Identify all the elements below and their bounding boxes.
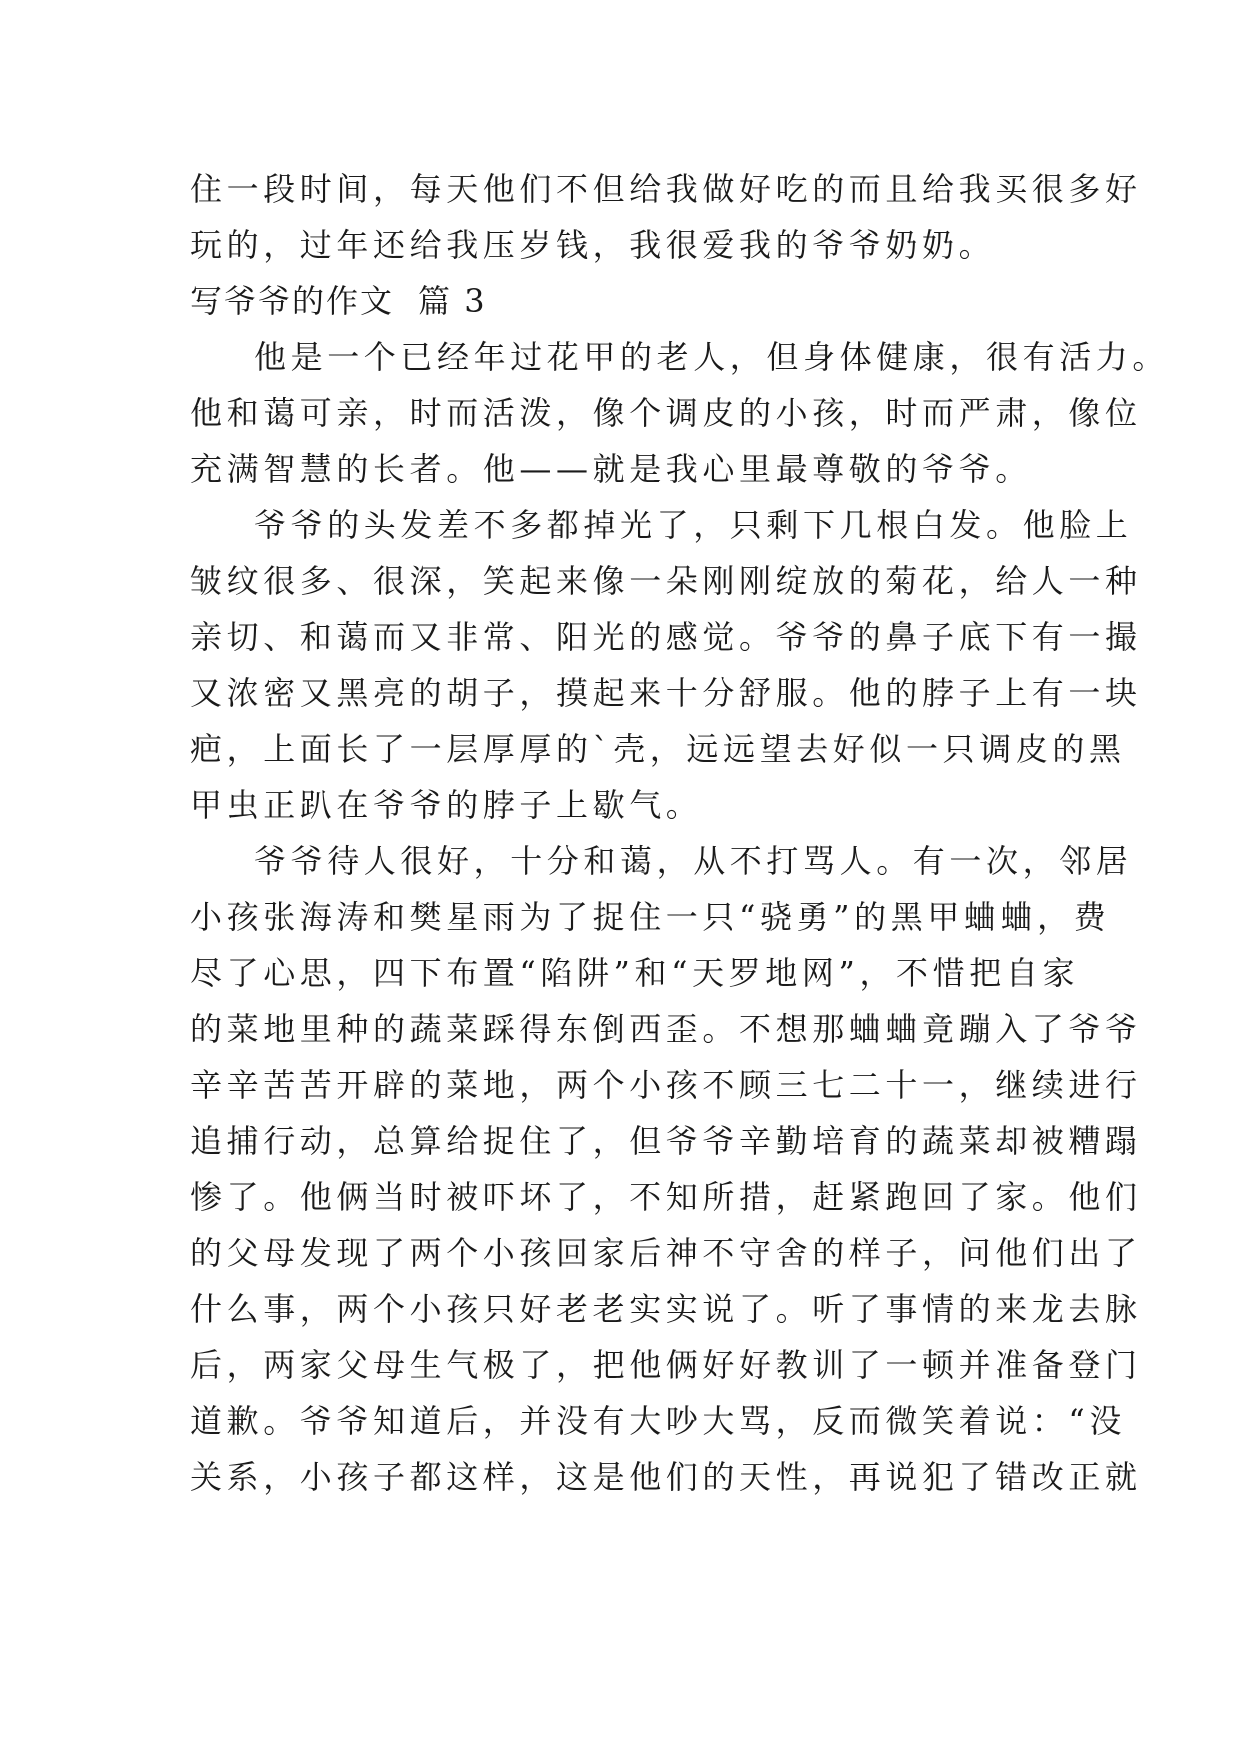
paragraph-3: [190, 833, 1142, 1505]
heading-section-number: 篇 3: [418, 282, 487, 320]
text-line: 他和蔼可亲，时而活泼，像个调皮的小孩，时而严肃，像位: [190, 394, 1142, 432]
text-line: 他是一个已经年过花甲的老人，但身体健康，很有活力。: [254, 338, 1170, 376]
text-line: 道歉。爷爷知道后，并没有大吵大骂，反而微笑着说：“没: [190, 1402, 1126, 1440]
text-line: 爷爷的头发差不多都掉光了，只剩下几根白发。他脸上: [254, 506, 1133, 544]
section-heading: [190, 273, 1060, 329]
text-line: 的菜地里种的蔬菜踩得东倒西歪。不想那蛐蛐竟蹦入了爷爷: [190, 1010, 1142, 1048]
text-line: 疤，上面长了一层厚厚的`壳，远远望去好似一只调皮的黑: [190, 730, 1126, 768]
text-line: 惨了。他俩当时被吓坏了，不知所措，赶紧跑回了家。他们: [190, 1178, 1142, 1216]
text-line: 充满智慧的长者。他——就是我心里最尊敬的爷爷。: [190, 450, 1032, 488]
text-line: 什么事，两个小孩只好老老实实说了。听了事情的来龙去脉: [190, 1290, 1142, 1328]
text-line: 亲切、和蔼而又非常、阳光的感觉。爷爷的鼻子底下有一撮: [190, 618, 1142, 656]
text-line: 爷爷待人很好，十分和蔼，从不打骂人。有一次，邻居: [254, 842, 1133, 880]
paragraph-2: [190, 497, 1142, 833]
text-line: 尽了心思，四下布置“陷阱”和“天罗地网”，不惜把自家: [190, 954, 1080, 992]
text-line: 甲虫正趴在爷爷的脖子上歇气。: [190, 786, 703, 824]
text-line: 追捕行动，总算给捉住了，但爷爷辛勤培育的蔬菜却被糟蹋: [190, 1122, 1142, 1160]
heading-title: 写爷爷的作文: [190, 282, 395, 320]
text-line: 玩的，过年还给我压岁钱，我很爱我的爷爷奶奶。: [190, 226, 996, 264]
intro-paragraph: [190, 161, 1142, 273]
text-line: 皱纹很多、很深，笑起来像一朵刚刚绽放的菊花，给人一种: [190, 562, 1142, 600]
essay-body: [190, 161, 1170, 1505]
text-line: 小孩张海涛和樊星雨为了捉住一只“骁勇”的黑甲蛐蛐，费: [190, 898, 1111, 936]
text-line: 住一段时间，每天他们不但给我做好吃的而且给我买很多好: [190, 170, 1142, 208]
text-line: 关系，小孩子都这样，这是他们的天性，再说犯了错改正就: [190, 1458, 1142, 1496]
text-line: 辛辛苦苦开辟的菜地，两个小孩不顾三七二十一，继续进行: [190, 1066, 1142, 1104]
paragraph-1: [190, 329, 1170, 497]
text-line: 的父母发现了两个小孩回家后神不守舍的样子，问他们出了: [190, 1234, 1142, 1272]
text-line: 后，两家父母生气极了，把他俩好好教训了一顿并准备登门: [190, 1346, 1142, 1384]
text-line: 又浓密又黑亮的胡子，摸起来十分舒服。他的脖子上有一块: [190, 674, 1142, 712]
